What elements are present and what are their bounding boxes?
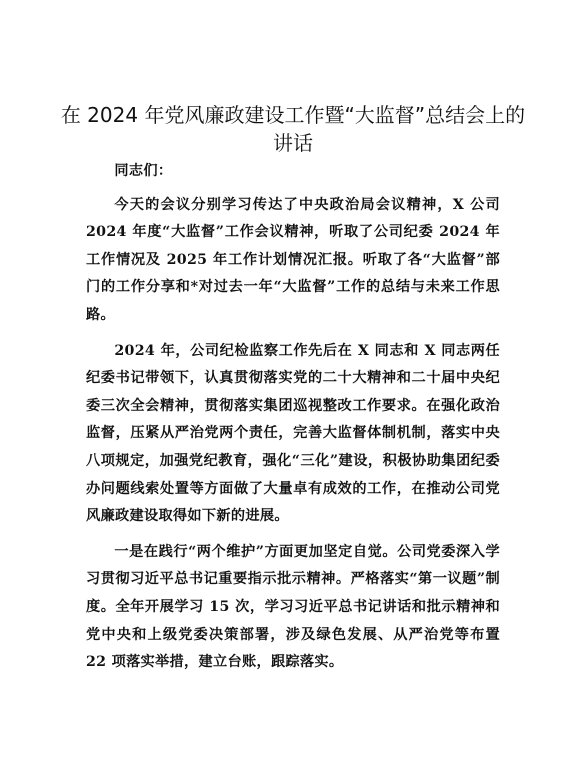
paragraph-1: 今天的会议分别学习传达了中央政治局会议精神，X 公司 2024 年度“大监督”工作会议精神，听取了公司纪委 2024 年工作情况及 2025 年工作计划情况汇报。听取了各“大监督”部门的工作分享和*对过去一年“大监督”工作的总结与未来工作思路。 [86,196,500,323]
document-body [86,158,500,685]
paragraph-2: 2024 年，公司纪检监察工作先后在 X 同志和 X 同志两任纪委书记带领下，认真贯彻落实党的二十大精神和二十届中央纪委三次全会精神，贯彻落实集团巡视整改工作要求。在强化政治监督，压紧从严治党两个责任，完善大监督体制机制，落实中央八项规定，加强党纪教育，强化“三化”建设，积极协助集团纪委办问题线索处置等方面做了大量卓有成效的工作，在推动公司党风廉政建设取得如下新的进展。 [86,342,500,525]
salutation: 同志们： [114,163,173,179]
document-title: 在 2024 年党风廉政建设工作暨“大监督”总结会上的讲话 [60,103,526,155]
paragraph-3: 一是在践行“两个维护”方面更加坚定自觉。公司党委深入学习贯彻习近平总书记重要指示批示精神。严格落实“第一议题”制度。全年开展学习 15 次，学习习近平总书记讲话和批示精神和党中央和上级党委决策部署，涉及绿色发展、从严治党等布置 22 项落实举措，建立台账，跟踪落实。 [86,543,500,671]
